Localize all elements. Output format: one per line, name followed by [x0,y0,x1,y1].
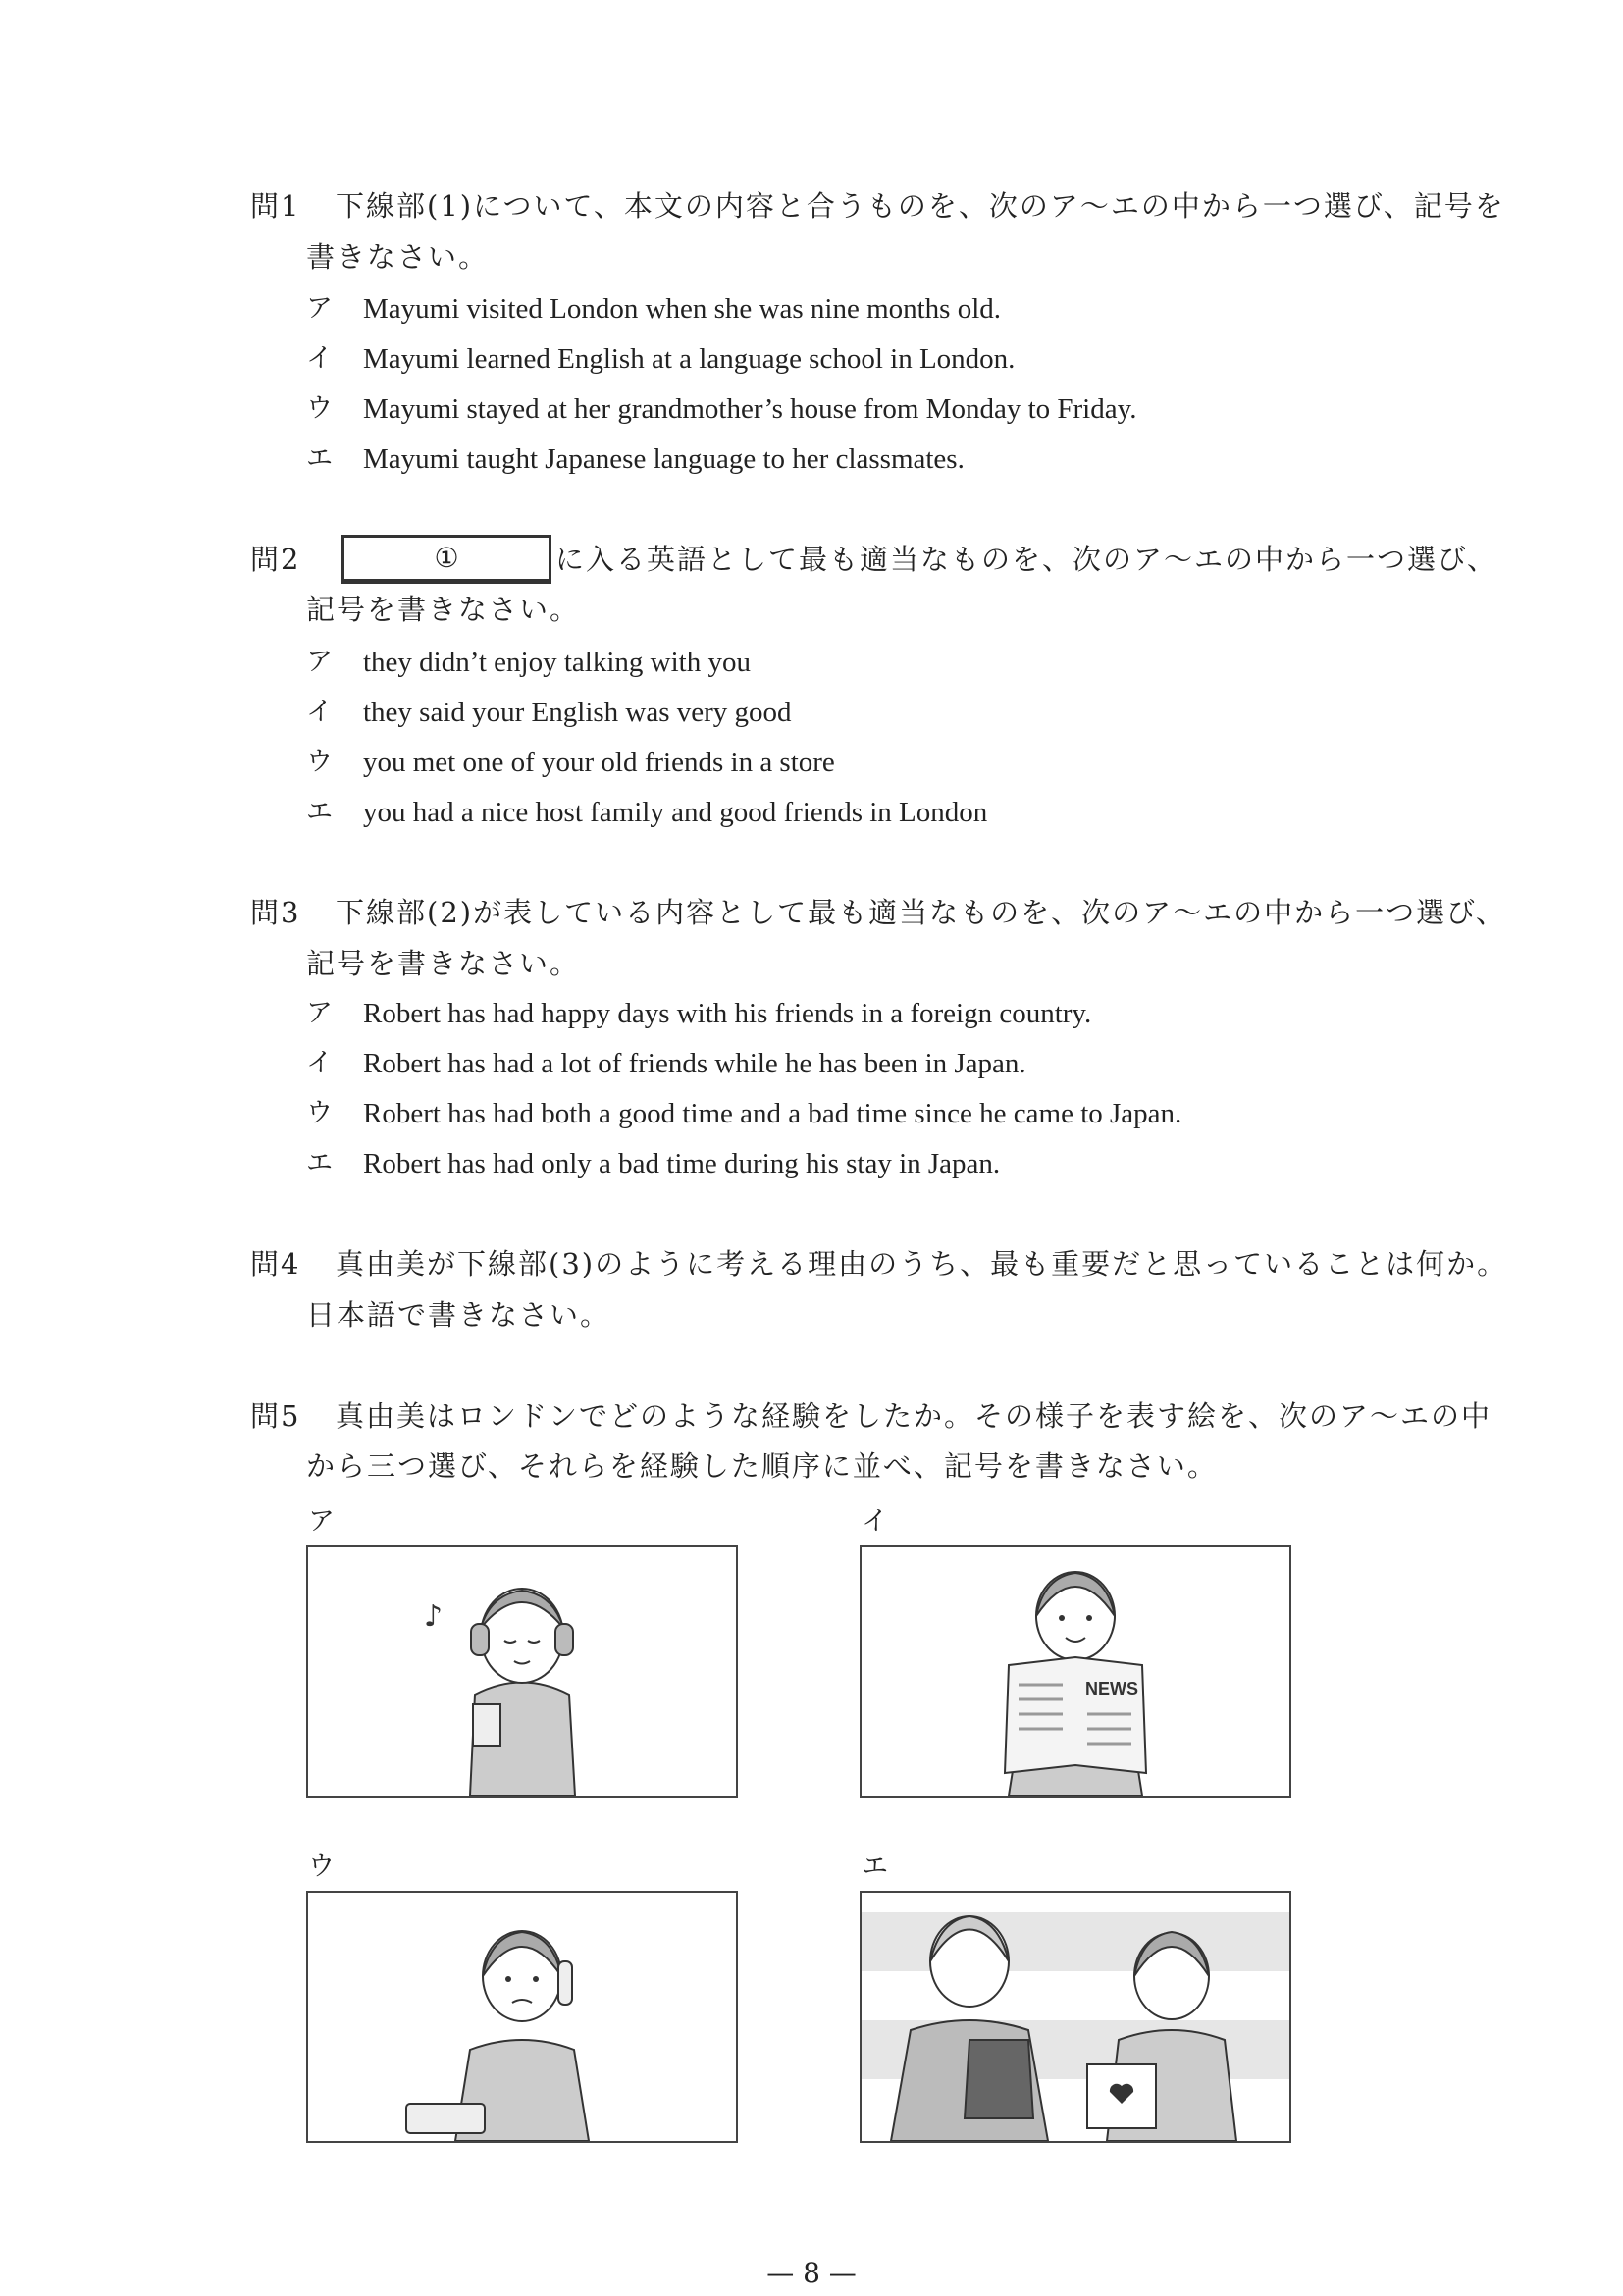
option-text: Mayumi learned English at a language school in London. [363,343,1016,375]
option-text: Mayumi stayed at her grandmother’s house from Monday to Friday. [363,393,1137,425]
question-prompt: 真由美はロンドンでどのような経験をしたか。その様子を表す絵を、次のア～エの中 [336,1399,1492,1433]
question-prompt: 真由美が下線部(3)のように考える理由のうち、最も重要だと思っていることは何か。 [336,1247,1508,1280]
picture-girl-on-phone [306,1891,738,2143]
question-number: 問1 [250,189,301,223]
option-mark: イ [306,697,333,727]
question-prompt: 書きなさい。 [306,240,490,274]
picture-girl-listening-music [306,1545,738,1798]
option-mark: イ [306,343,333,374]
option-text: Mayumi taught Japanese language to her classmates. [363,444,965,475]
question-prompt: 下線部(1)について、本文の内容と合うものを、次のア～エの中から一つ選び、記号を [336,189,1505,223]
picture-label: ウ [308,1852,335,1882]
question-number: 問2 [250,543,301,576]
option-text: Mayumi visited London when she was nine months old. [363,293,1002,325]
girls-shopping-illustration [862,1893,1289,2141]
question-number: 問5 [250,1399,301,1433]
blank-box: ① [341,535,551,584]
option-mark: ア [306,998,333,1028]
option-mark: ウ [306,747,333,777]
option-mark: ウ [306,1098,333,1128]
question-prompt: 下線部(2)が表している内容として最も適当なものを、次のア～エの中から一つ選び、 [336,896,1506,929]
picture-label: エ [862,1852,888,1882]
option-text: Robert has had a lot of friends while he has been in Japan. [363,1048,1026,1079]
question-prompt: 記号を書きなさい。 [306,593,581,626]
option-text: Robert has had both a good time and a bad time since he came to Japan. [363,1098,1182,1129]
picture-label: イ [862,1506,888,1537]
question-prompt: 記号を書きなさい。 [306,947,581,980]
question-prompt: に入る英語として最も適当なものを、次のア～エの中から一つ選び、 [555,543,1497,576]
girl-phone-illustration [308,1893,736,2141]
option-text: they didn’t enjoy talking with you [363,647,751,678]
option-mark: ア [306,293,333,324]
option-mark: エ [306,444,333,474]
option-mark: ア [306,647,333,677]
option-text: you had a nice host family and good friends in London [363,797,988,828]
option-text: you met one of your old friends in a store [363,747,835,778]
option-mark: エ [306,797,333,827]
picture-label: ア [308,1506,335,1537]
option-text: Robert has had only a bad time during his stay in Japan. [363,1148,1001,1179]
girl-newspaper-illustration [862,1547,1289,1796]
question-prompt: 日本語で書きなさい。 [306,1298,611,1331]
svg-text:♪: ♪ [424,1599,444,1634]
option-mark: エ [306,1148,333,1178]
picture-girls-shopping [860,1891,1291,2143]
option-text: they said your English was very good [363,697,792,728]
picture-girl-reading-newspaper [860,1545,1291,1798]
option-mark: ウ [306,393,333,424]
page-number: — 8 — [766,2257,857,2289]
news-sign: NEWS [1085,1679,1138,1698]
option-mark: イ [306,1048,333,1078]
option-text: Robert has had happy days with his friends in a foreign country. [363,998,1092,1029]
question-prompt: から三つ選び、それらを経験した順序に並べ、記号を書きなさい。 [306,1449,1218,1483]
question-number: 問4 [250,1247,301,1280]
girl-headphones-illustration [308,1547,736,1796]
question-number: 問3 [250,896,301,929]
